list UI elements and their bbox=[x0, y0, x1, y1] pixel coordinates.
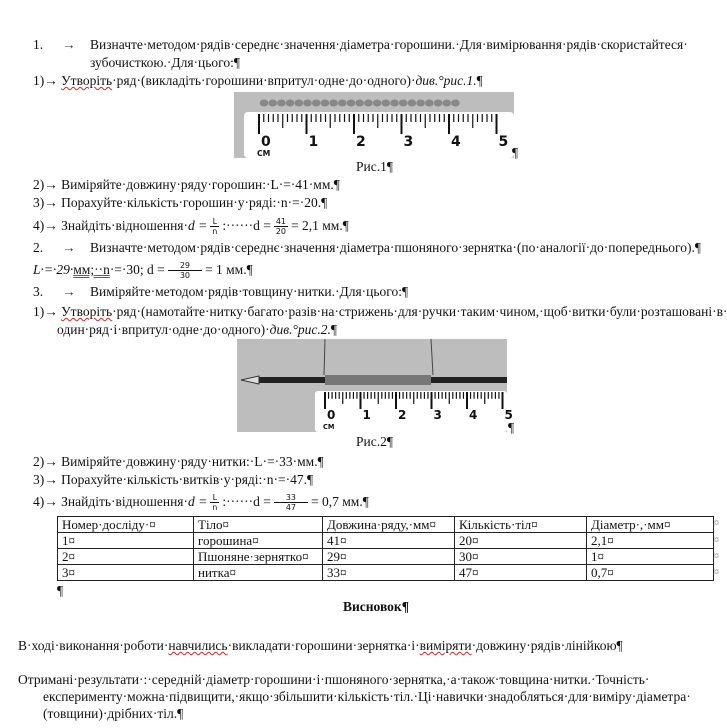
table-cell: 1¤ bbox=[587, 549, 714, 565]
denominator: n bbox=[212, 503, 218, 513]
denominator: 30 bbox=[179, 271, 190, 281]
results-table bbox=[57, 516, 714, 581]
header-cell: Кількість·тіл¤ bbox=[455, 517, 587, 533]
table-cell: 3¤ bbox=[58, 565, 194, 581]
formula-l: L·=·29· bbox=[33, 262, 74, 277]
ruler-unit: СМ bbox=[257, 149, 271, 158]
ruler-label: 0 bbox=[261, 134, 271, 150]
row-end-mark: ¤ bbox=[714, 567, 719, 578]
misspelled-word[interactable]: Утворіть bbox=[61, 73, 113, 88]
row-end-mark: ¤ bbox=[714, 535, 719, 546]
pea bbox=[329, 100, 338, 107]
formula-d: :······d = bbox=[222, 494, 271, 509]
table-cell: 1¤ bbox=[58, 533, 194, 549]
table-row bbox=[58, 533, 714, 549]
misspelled-word[interactable]: Утворіть bbox=[61, 304, 113, 319]
ruler-label: 0 bbox=[327, 408, 336, 422]
ruler-label: 5 bbox=[504, 408, 513, 422]
step-text: 4)→ Знайдіть·відношення· bbox=[33, 218, 189, 233]
pea bbox=[286, 100, 295, 107]
fraction-value bbox=[274, 217, 288, 236]
pea bbox=[373, 100, 382, 107]
ruler-body bbox=[244, 112, 514, 158]
ruler-label: 1 bbox=[308, 134, 319, 150]
pea bbox=[416, 100, 425, 107]
conclusion-paragraph-1 bbox=[18, 638, 623, 654]
task3-step1 bbox=[33, 304, 727, 320]
pea bbox=[303, 100, 312, 107]
step-text: 4)→ Знайдіть·відношення· bbox=[33, 494, 189, 509]
pea bbox=[312, 100, 321, 107]
table-cell: 2¤ bbox=[58, 549, 194, 565]
figure-1-ruler-with-peas bbox=[234, 92, 514, 158]
table-cell: 41¤ bbox=[323, 533, 455, 549]
fraction-l-over-n bbox=[210, 217, 219, 236]
denominator: 47 bbox=[285, 503, 296, 513]
thread-coil bbox=[325, 375, 431, 385]
task2-calc bbox=[33, 260, 253, 280]
task2-text: Визначте·методом·рядів·середнє·значення·діаметра·пшоняного·зернятка·(по·аналогії·до·попереднього).¶ bbox=[90, 240, 701, 255]
pea bbox=[268, 100, 277, 107]
figure-2-caption: Рис.2¶ bbox=[356, 434, 393, 449]
table-cell: Пшоняне·зернятко¤ bbox=[194, 549, 323, 565]
pea bbox=[321, 100, 330, 107]
task1-text-cont: зубочисткою.·Для·цього:¶ bbox=[90, 55, 240, 70]
ruler-label: 2 bbox=[356, 134, 366, 150]
formula-d: d = bbox=[188, 494, 208, 509]
ruler-label: 4 bbox=[469, 408, 478, 422]
pea bbox=[451, 100, 460, 107]
task1-text: Визначте·методом·рядів·середнє·значення·діаметра·горошини.·Для·вимірювання·рядів·скористайтеся· bbox=[90, 37, 688, 52]
task1-step2: 2)→ Виміряйте·довжину·ряду·горошин:·L·=·41·мм.¶ bbox=[33, 177, 340, 192]
ruler-label: 1 bbox=[362, 408, 371, 422]
formula-d: ·=·30; d = bbox=[109, 262, 165, 277]
figure-2-ruler-with-thread bbox=[237, 339, 513, 432]
header-cell: Номер·досліду·¤ bbox=[58, 517, 194, 533]
list-number-1: 1. bbox=[33, 37, 44, 52]
table-cell: 33¤ bbox=[323, 565, 455, 581]
ruler-label: 2 bbox=[398, 408, 407, 422]
pea bbox=[399, 100, 408, 107]
pilcrow: ¶ bbox=[476, 73, 483, 88]
step-text: ·ряд·(викладіть·горошини·впритул·одне·до·одного)· bbox=[112, 73, 416, 88]
table-cell: 29¤ bbox=[323, 549, 455, 565]
pea bbox=[382, 100, 391, 107]
misspelled-word[interactable]: навчились bbox=[168, 638, 228, 653]
table-cell: 47¤ bbox=[455, 565, 587, 581]
conclusion-title: Висновок¶ bbox=[343, 599, 409, 614]
conclusion-paragraph-2-cont: експерименту·можна·підвищити,·якщо·збільшити·кількість·тіл.·Ці·навички·знадобляться·для·виміру·діаметра· bbox=[43, 689, 691, 704]
table-cell: 30¤ bbox=[455, 549, 587, 565]
task1-step4 bbox=[33, 216, 349, 236]
pea bbox=[364, 100, 373, 107]
task3-step2: 2)→ Виміряйте·довжину·ряду·нитки:·L·=·33·мм.¶ bbox=[33, 454, 324, 469]
conclusion-paragraph-2: Отримані·результати·:·середній·діаметр·горошини·і·пшоняного·зернятка,·а·також·товщина·нитки.·Точність· bbox=[18, 672, 650, 687]
step-prefix: 1)→ bbox=[33, 304, 62, 319]
pea bbox=[295, 100, 304, 107]
result: = 1 мм.¶ bbox=[205, 262, 253, 277]
numerator: L bbox=[210, 493, 219, 503]
pilcrow: ¶ bbox=[508, 420, 515, 435]
table-header-row bbox=[58, 517, 714, 533]
task3-step1-cont bbox=[57, 322, 337, 338]
pea bbox=[434, 100, 443, 107]
step-text: один·ряд·і·впритул·одне·до·одного)· bbox=[57, 322, 270, 337]
list-number-3: 3. bbox=[33, 284, 44, 299]
pea bbox=[277, 100, 286, 107]
numerator: 41 bbox=[275, 217, 286, 227]
text: В·ході·виконання·роботи· bbox=[18, 638, 169, 653]
header-cell: Діаметр·,·мм¤ bbox=[587, 517, 714, 533]
pea bbox=[425, 100, 434, 107]
tab-arrow: → bbox=[62, 240, 76, 255]
result: = 2,1 мм.¶ bbox=[291, 218, 349, 233]
task1-step1 bbox=[33, 73, 483, 89]
conclusion-paragraph-2-cont: (товщини)·дрібних·тіл.¶ bbox=[43, 706, 184, 721]
table-cell: нитка¤ bbox=[194, 565, 323, 581]
tab-arrow: → bbox=[62, 284, 76, 299]
pea bbox=[347, 100, 356, 107]
pilcrow: ¶ bbox=[57, 583, 64, 598]
formula-d: :······d = bbox=[222, 218, 271, 233]
misspelled-word[interactable]: виміряти bbox=[419, 638, 472, 653]
numerator: 29 bbox=[168, 261, 202, 271]
header-cell: Довжина·ряду,·мм¤ bbox=[323, 517, 455, 533]
table-row bbox=[58, 549, 714, 565]
pilcrow: ¶ bbox=[512, 145, 519, 160]
ruler-unit: СМ bbox=[323, 423, 335, 431]
ruler-label: 3 bbox=[403, 134, 414, 150]
ruler-label: 5 bbox=[498, 134, 509, 150]
grammar-underlined[interactable]: мм;··n bbox=[73, 262, 110, 277]
task3-step4 bbox=[33, 492, 369, 512]
fraction-l-over-n bbox=[210, 493, 219, 512]
figure-ref: див.°рис.1. bbox=[415, 73, 477, 88]
task3-step3: 3)→ Порахуйте·кількість·витків·у·ряді:·n·=·47.¶ bbox=[33, 472, 314, 487]
pea bbox=[260, 100, 269, 107]
fraction-value bbox=[168, 261, 202, 280]
table-cell: 2,1¤ bbox=[587, 533, 714, 549]
row-end-mark: ¤ bbox=[714, 551, 719, 562]
formula-d: d = bbox=[188, 218, 208, 233]
pea bbox=[442, 100, 451, 107]
step-prefix: 1)→ bbox=[33, 73, 62, 88]
denominator: n bbox=[212, 227, 218, 237]
text: ·довжину·рядів·лінійкою¶ bbox=[471, 638, 623, 653]
table-cell: 0,7¤ bbox=[587, 565, 714, 581]
numerator: 33 bbox=[274, 493, 308, 503]
pilcrow: ¶ bbox=[330, 322, 337, 337]
table-cell: 20¤ bbox=[455, 533, 587, 549]
ruler-label: 3 bbox=[433, 408, 442, 422]
task1-step3: 3)→ Порахуйте·кількість·горошин·у·ряді:·n·=·20.¶ bbox=[33, 195, 328, 210]
result: = 0,7 мм.¶ bbox=[311, 494, 369, 509]
pea bbox=[355, 100, 364, 107]
table-row bbox=[58, 565, 714, 581]
row-end-mark: ¤ bbox=[714, 518, 719, 529]
tab-arrow: → bbox=[62, 37, 76, 52]
figure-1-caption: Рис.1¶ bbox=[356, 159, 393, 174]
text: ·викладати·горошини·зернятка·і· bbox=[227, 638, 420, 653]
pea bbox=[408, 100, 417, 107]
step-text: ·ряд·(намотайте·нитку·багато·разів·на·стрижень·для·ручки·таким·чином,·щоб·витки·були·розташовані·в· bbox=[112, 304, 727, 319]
table-cell: горошина¤ bbox=[194, 533, 323, 549]
figure-ref: див.°рис.2. bbox=[269, 322, 331, 337]
fraction-value bbox=[274, 493, 308, 512]
pea bbox=[338, 100, 347, 107]
task3-text: Виміряйте·методом·рядів·товщину·нитки.·Для·цього:¶ bbox=[90, 284, 409, 299]
pea bbox=[390, 100, 399, 107]
denominator: 20 bbox=[275, 227, 286, 237]
header-cell: Тіло¤ bbox=[194, 517, 323, 533]
numerator: L bbox=[210, 217, 219, 227]
list-number-2: 2. bbox=[33, 240, 44, 255]
ruler-label: 4 bbox=[451, 134, 461, 150]
